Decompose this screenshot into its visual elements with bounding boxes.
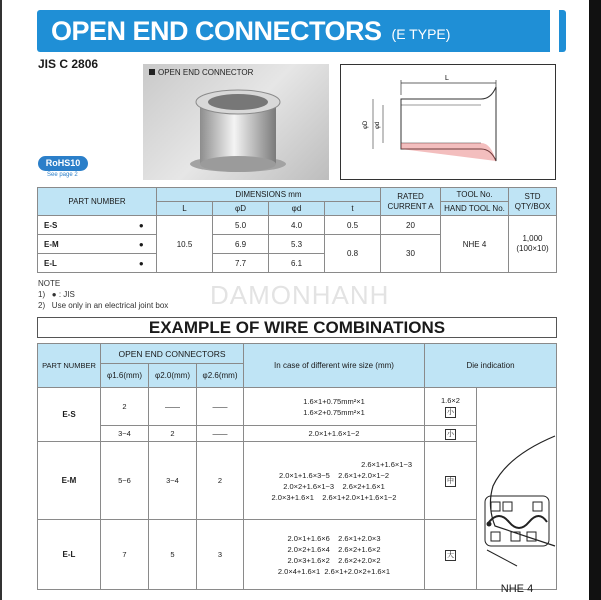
jis-mark: ● bbox=[127, 254, 157, 273]
part-number: E-M bbox=[38, 235, 127, 254]
diff-line: 2.0×3+1.6×2 2.6×2+2.0×2 bbox=[287, 555, 381, 565]
part-number: E-L bbox=[38, 254, 127, 273]
diff-line: 2.0×1+1.6×6 2.6×1+2.0×3 bbox=[287, 533, 381, 543]
rohs-badge: RoHS10 bbox=[38, 156, 88, 171]
diff-line: 2.0×2+1.6×4 2.6×2+1.6×2 bbox=[287, 544, 381, 554]
qty-value bbox=[509, 216, 557, 273]
header-D: φD bbox=[213, 202, 269, 216]
banner-gap bbox=[550, 10, 559, 52]
section-title: EXAMPLE OF WIRE COMBINATIONS bbox=[37, 317, 557, 338]
header-t: t bbox=[325, 202, 381, 216]
qty-main: 1,000 bbox=[522, 234, 543, 243]
title-banner bbox=[37, 10, 557, 52]
die-indication bbox=[425, 426, 477, 442]
jis-mark: ● bbox=[127, 216, 157, 235]
table-row bbox=[38, 388, 557, 426]
diff-line: 2.0×1+1.6×3~5 2.6×1+2.0×1~2 bbox=[278, 470, 390, 480]
inner-diameter: 6.1 bbox=[269, 254, 325, 273]
rated-current: 20 bbox=[381, 216, 441, 235]
qty-c26: —— bbox=[197, 388, 244, 426]
diff-line: 2.0×3+1.6×1 2.6×1+2.0×1+1.6×1~2 bbox=[271, 492, 397, 502]
drawing-label-D: φD bbox=[363, 120, 369, 129]
die-mark: 小 bbox=[447, 409, 454, 416]
part-number: E-M bbox=[38, 442, 101, 520]
inner-diameter: 5.3 bbox=[269, 235, 325, 254]
standard-label: JIS C 2806 bbox=[38, 57, 99, 71]
qty-c20: 3~4 bbox=[149, 442, 197, 520]
thickness: 0.5 bbox=[325, 216, 381, 235]
inner-diameter: 4.0 bbox=[269, 216, 325, 235]
photo-caption: OPEN END CONNECTOR bbox=[149, 68, 253, 77]
header-connectors: OPEN END CONNECTORS bbox=[101, 344, 244, 364]
qty-c20: —— bbox=[149, 388, 197, 426]
qty-c20: 5 bbox=[149, 520, 197, 590]
drawing-label-d: φd bbox=[375, 121, 381, 129]
length-value: 10.5 bbox=[157, 216, 213, 273]
outer-diameter: 5.0 bbox=[213, 216, 269, 235]
part-number: E-S bbox=[38, 216, 127, 235]
different-size bbox=[244, 520, 425, 590]
header-c20: φ2.0(mm) bbox=[149, 364, 197, 388]
dimension-drawing bbox=[340, 64, 556, 180]
die-mark: 大 bbox=[447, 551, 454, 559]
qty-c16: 3~4 bbox=[101, 426, 149, 442]
header-c26: φ2.6(mm) bbox=[197, 364, 244, 388]
qty-c16: 2 bbox=[101, 388, 149, 426]
header-part-number: PART NUMBER bbox=[38, 188, 157, 216]
notes bbox=[38, 278, 168, 311]
drawing-label-l: L bbox=[445, 75, 449, 82]
diff-line: 1.6×1+0.75mm²×1 bbox=[303, 396, 365, 406]
header-hand-tool-no: HAND TOOL No. bbox=[441, 202, 509, 216]
outer-diameter: 7.7 bbox=[213, 254, 269, 273]
page-title: OPEN END CONNECTORS bbox=[51, 15, 382, 46]
qty-sub: (100×10) bbox=[516, 244, 549, 253]
table-row bbox=[38, 216, 557, 235]
thickness: 0.8 bbox=[325, 235, 381, 273]
page-subtitle: (E TYPE) bbox=[391, 26, 451, 42]
die-text: 1.6×2 bbox=[441, 396, 460, 405]
connector-photo bbox=[143, 64, 329, 180]
header-dimensions: DIMENSIONS mm bbox=[157, 188, 381, 202]
diff-line: 2.0×4+1.6×1 2.6×1+2.0×2+1.6×1 bbox=[277, 566, 391, 576]
die-indication bbox=[425, 388, 477, 426]
qty-c26: —— bbox=[197, 426, 244, 442]
header-d: φd bbox=[269, 202, 325, 216]
dimensions-table bbox=[37, 187, 557, 273]
qty-c16: 7 bbox=[101, 520, 149, 590]
hand-tool-value: NHE 4 bbox=[441, 216, 509, 273]
qty-c26: 3 bbox=[197, 520, 244, 590]
qty-c26: 2 bbox=[197, 442, 244, 520]
diff-line: 1.6×2+0.75mm²×1 bbox=[303, 407, 365, 417]
tool-label: NHE 4 bbox=[500, 583, 534, 595]
note-1-number: 1) bbox=[38, 290, 46, 299]
different-size: 2.0×1+1.6×1~2 bbox=[244, 426, 425, 442]
header-part-number: PART NUMBER bbox=[38, 344, 101, 388]
part-number: E-L bbox=[38, 520, 101, 590]
note-2 bbox=[38, 300, 168, 311]
header-rated-current: RATED CURRENT A bbox=[381, 188, 441, 216]
part-number: E-S bbox=[38, 388, 101, 442]
note-1-text: ● : JIS bbox=[51, 290, 75, 299]
diff-line: 2.0×2+1.6×1~3 2.6×2+1.6×1 bbox=[283, 481, 385, 491]
header-die-indication: Die indication bbox=[425, 344, 557, 388]
die-indication bbox=[425, 520, 477, 590]
header-L: L bbox=[157, 202, 213, 216]
different-size bbox=[244, 442, 425, 520]
header-tool-no: TOOL No. bbox=[441, 188, 509, 202]
note-1 bbox=[38, 289, 168, 300]
qty-c20: 2 bbox=[149, 426, 197, 442]
diff-line: 2.6×1+1.6×1~3 bbox=[361, 459, 412, 469]
rated-current: 30 bbox=[381, 235, 441, 273]
die-mark: 中 bbox=[447, 477, 454, 485]
outer-diameter: 6.9 bbox=[213, 235, 269, 254]
qty-c16: 5~6 bbox=[101, 442, 149, 520]
right-frame-edge bbox=[589, 0, 601, 600]
left-frame-edge bbox=[0, 0, 2, 600]
notes-title: NOTE bbox=[38, 279, 61, 288]
watermark: DAMONHANH bbox=[210, 280, 390, 310]
wire-combinations-table bbox=[37, 343, 557, 595]
header-different-size: In case of different wire size (mm) bbox=[244, 344, 425, 388]
crimp-tool-diagram bbox=[477, 388, 557, 595]
connector-photo-icon bbox=[143, 64, 329, 180]
die-mark: 小 bbox=[447, 430, 454, 438]
note-2-text: Use only in an electrical joint box bbox=[51, 301, 169, 310]
banner-tab bbox=[559, 10, 566, 52]
jis-mark: ● bbox=[127, 235, 157, 254]
header-std-qty: STD QTY/BOX bbox=[509, 188, 557, 216]
rohs-reference: See page 2 bbox=[47, 172, 78, 178]
die-indication bbox=[425, 442, 477, 520]
crimp-die-icon bbox=[477, 426, 557, 576]
connector-drawing-icon bbox=[341, 65, 557, 181]
different-size bbox=[244, 388, 425, 426]
header-c16: φ1.6(mm) bbox=[101, 364, 149, 388]
note-2-number: 2) bbox=[38, 301, 46, 310]
